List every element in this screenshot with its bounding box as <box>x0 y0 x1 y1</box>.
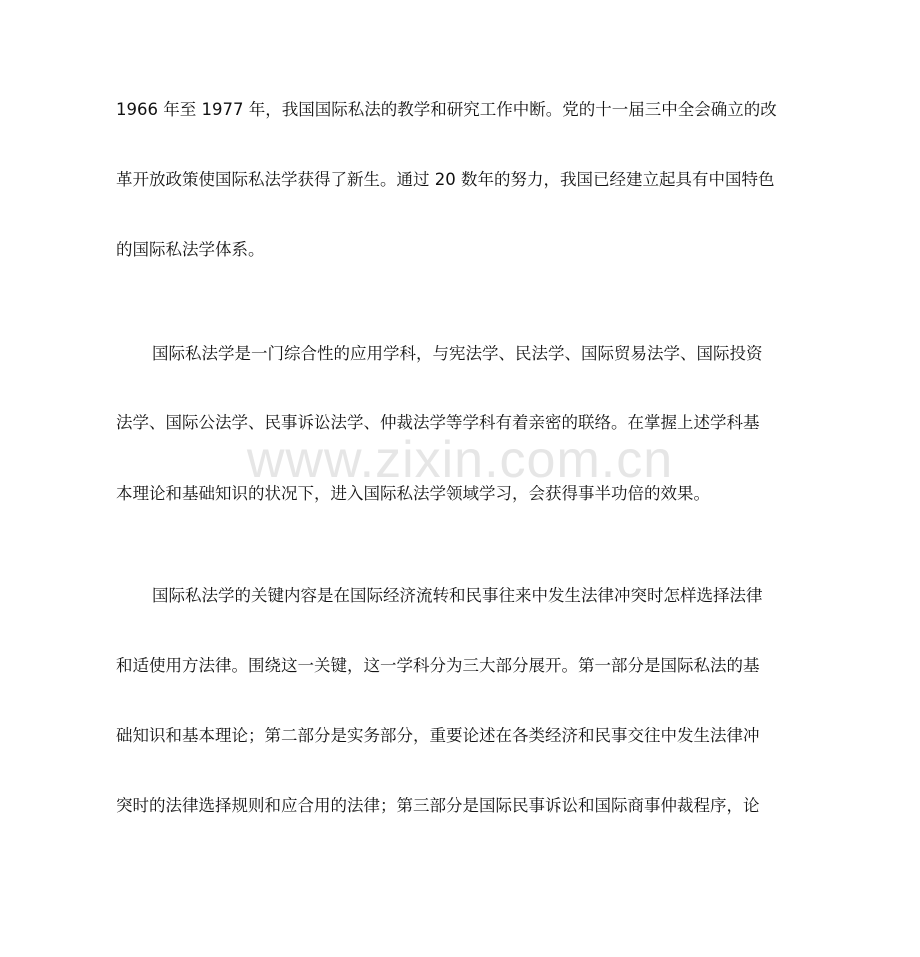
paragraph-3-line-2: 和适使用方法律。围绕这一关键，这一学科分为三大部分展开。第一部分是国际私法的基 <box>116 656 760 675</box>
paragraph-3-line-3: 础知识和基本理论；第二部分是实务部分，重要论述在各类经济和民事交往中发生法律冲 <box>116 726 760 745</box>
watermark-text: www.zixin.com.cn <box>246 431 674 489</box>
paragraph-2-line-2: 法学、国际公法学、民事诉讼法学、仲裁法学等学科有着亲密的联络。在掌握上述学科基 <box>116 413 760 432</box>
paragraph-1-line-2: 革开放政策使国际私法学获得了新生。通过 20 数年的努力，我国已经建立起具有中国特色 <box>116 170 775 189</box>
paragraph-3-line-4: 突时的法律选择规则和应合用的法律；第三部分是国际民事诉讼和国际商事仲裁程序，论 <box>116 796 760 815</box>
paragraph-1-line-3: 的国际私法学体系。 <box>116 240 265 259</box>
paragraph-1-line-1: 1966 年至 1977 年，我国国际私法的教学和研究工作中断。党的十一届三中全会确立的改 <box>116 100 777 119</box>
paragraph-2-line-1: 国际私法学是一门综合性的应用学科，与宪法学、民法学、国际贸易法学、国际投资 <box>152 344 763 363</box>
paragraph-3-line-1: 国际私法学的关键内容是在国际经济流转和民事往来中发生法律冲突时怎样选择法律 <box>152 586 763 605</box>
paragraph-2-line-3: 本理论和基础知识的状况下，进入国际私法学领域学习，会获得事半功倍的效果。 <box>116 484 710 503</box>
